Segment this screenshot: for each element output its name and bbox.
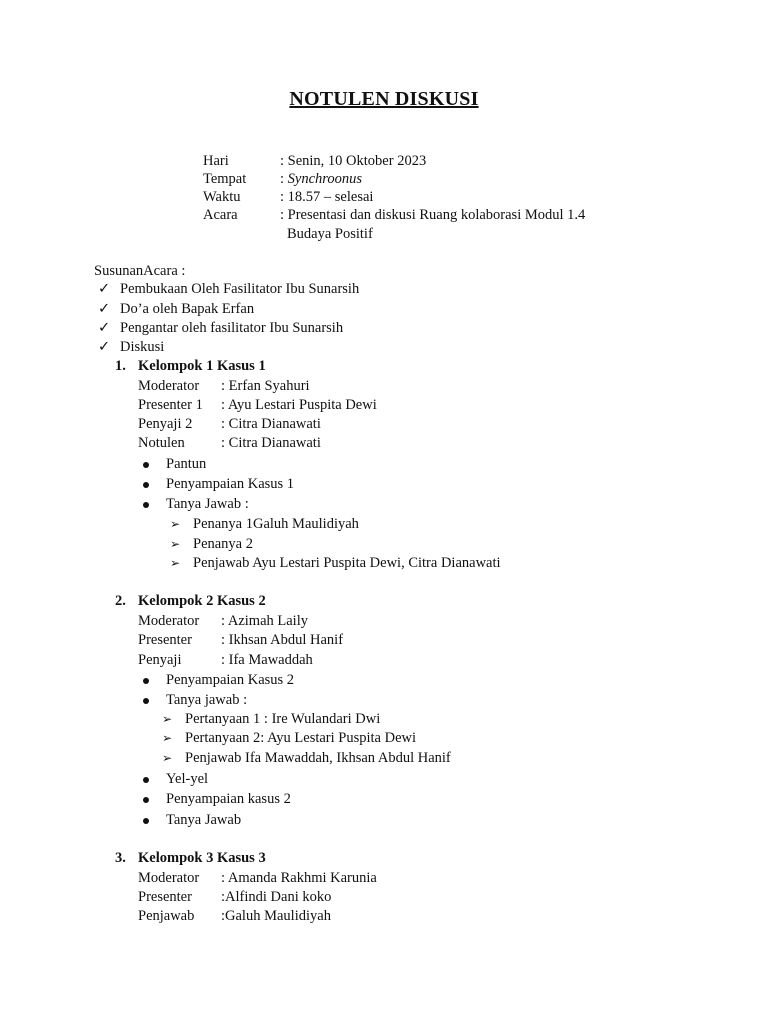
bullet-item: Tanya Jawab :: [166, 496, 249, 512]
agenda-item: [98, 280, 118, 299]
role-label: Notulen: [138, 435, 185, 451]
role-value: : Erfan Syahuri: [221, 378, 310, 394]
group-title: Kelompok 1 Kasus 1: [138, 358, 266, 374]
bullet-icon: [143, 790, 149, 809]
info-value-acara-cont: Budaya Positif: [287, 226, 373, 242]
role-value: : Citra Dianawati: [221, 416, 321, 432]
checkmark-icon: ✓: [98, 301, 111, 317]
agenda-item-label: Pembukaan Oleh Fasilitator Ibu Sunarsih: [120, 281, 360, 297]
arrow-bullet-icon: ➢: [162, 731, 173, 745]
bullet-icon: [143, 770, 149, 789]
bullet-item: Yel-yel: [166, 771, 209, 787]
bullet-icon: [143, 475, 149, 494]
role-value: : Azimah Laily: [221, 613, 308, 629]
bullet-icon: [143, 691, 149, 710]
sub-item: Penanya 2: [193, 536, 253, 552]
role-label: Moderator: [138, 378, 200, 394]
bullet-item: Penyampaian kasus 2: [166, 791, 291, 807]
info-value-tempat: [280, 170, 362, 189]
bullet-icon: [143, 671, 149, 690]
info-sep-tempat: :: [280, 171, 288, 187]
bullet-item: Penyampaian Kasus 2: [166, 672, 295, 688]
bullet-icon: [143, 811, 149, 830]
arrow-bullet-icon: ➢: [170, 517, 181, 531]
arrow-bullet-icon: ➢: [170, 556, 181, 570]
role-label: Moderator: [138, 870, 200, 886]
role-value: : Amanda Rakhmi Karunia: [221, 870, 377, 886]
bullet-icon: [143, 495, 149, 514]
bullet-item: Pantun: [166, 456, 207, 472]
role-value: :Alfindi Dani koko: [221, 889, 332, 905]
document-title: NOTULEN DISKUSI: [289, 88, 479, 110]
info-label-hari: Hari: [203, 153, 229, 169]
agenda-item: [98, 319, 118, 338]
info-label-waktu: Waktu: [203, 189, 241, 205]
agenda-item: [98, 338, 118, 357]
arrow-bullet-icon: ➢: [162, 712, 173, 726]
info-value-tempat-text: Synchroonus: [287, 171, 363, 187]
role-value: : Citra Dianawati: [221, 435, 321, 451]
susunan-label: SusunanAcara :: [94, 263, 186, 279]
sub-item: Penjawab Ayu Lestari Puspita Dewi, Citra Dianawati: [193, 555, 501, 571]
checkmark-icon: ✓: [98, 281, 111, 297]
role-label: Penjawab: [138, 908, 195, 924]
role-label: Presenter 1: [138, 397, 203, 413]
role-label: Moderator: [138, 613, 200, 629]
role-label: Presenter: [138, 632, 192, 648]
role-value: :Galuh Maulidiyah: [221, 908, 331, 924]
role-value: : Ayu Lestari Puspita Dewi: [221, 397, 377, 413]
bullet-item: Penyampaian Kasus 1: [166, 476, 295, 492]
bullet-icon: [143, 455, 149, 474]
info-label-tempat: Tempat: [203, 171, 247, 187]
group-title: Kelompok 2 Kasus 2: [138, 593, 266, 609]
agenda-item-label: Diskusi: [120, 339, 165, 355]
group-number: 2.: [115, 593, 126, 609]
sub-item: Penanya 1Galuh Maulidiyah: [193, 516, 359, 532]
sub-item: Pertanyaan 1 : Ire Wulandari Dwi: [185, 711, 381, 727]
arrow-bullet-icon: ➢: [162, 751, 173, 765]
bullet-item: Tanya jawab :: [166, 692, 248, 708]
group-number: 3.: [115, 850, 126, 866]
role-label: Penyaji 2: [138, 416, 193, 432]
info-value-hari: : Senin, 10 Oktober 2023: [280, 153, 427, 169]
info-value-acara: : Presentasi dan diskusi Ruang kolaborasi Modul 1.4: [280, 207, 586, 223]
role-label: Penyaji: [138, 652, 182, 668]
checkmark-icon: ✓: [98, 320, 111, 336]
agenda-item-label: Pengantar oleh fasilitator Ibu Sunarsih: [120, 320, 344, 336]
sub-item: Pertanyaan 2: Ayu Lestari Puspita Dewi: [185, 730, 417, 746]
group-title: Kelompok 3 Kasus 3: [138, 850, 266, 866]
arrow-bullet-icon: ➢: [170, 537, 181, 551]
role-value: : Ikhsan Abdul Hanif: [221, 632, 344, 648]
group-number: 1.: [115, 358, 126, 374]
bullet-item: Tanya Jawab: [166, 812, 242, 828]
checkmark-icon: ✓: [98, 339, 111, 355]
role-value: : Ifa Mawaddah: [221, 652, 313, 668]
agenda-item-label: Do’a oleh Bapak Erfan: [120, 301, 255, 317]
agenda-item: [98, 300, 118, 319]
info-value-waktu: : 18.57 – selesai: [280, 189, 374, 205]
info-label-acara: Acara: [203, 207, 238, 223]
sub-item: Penjawab Ifa Mawaddah, Ikhsan Abdul Hanif: [185, 750, 451, 766]
role-label: Presenter: [138, 889, 192, 905]
